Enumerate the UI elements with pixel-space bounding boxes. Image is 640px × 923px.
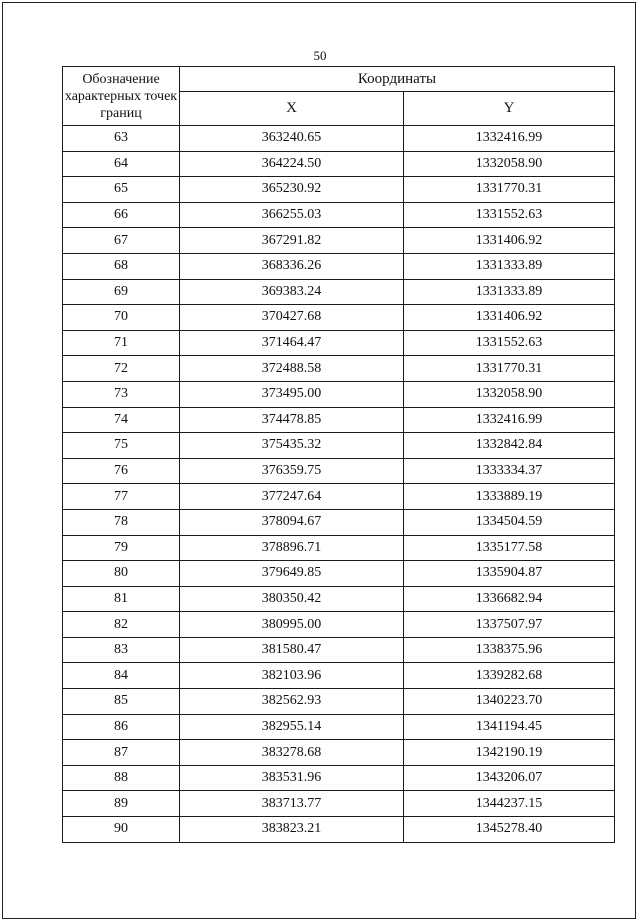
x-coordinate-cell: 382562.93 — [180, 689, 404, 715]
point-number-cell: 85 — [63, 689, 180, 715]
x-coordinate-cell: 383713.77 — [180, 791, 404, 817]
y-coordinate-cell: 1341194.45 — [404, 714, 615, 740]
table-row — [63, 561, 615, 587]
table-row — [63, 407, 615, 433]
designation-header: Обозначение характерных точек границ — [63, 67, 180, 126]
point-number-cell: 64 — [63, 151, 180, 177]
y-coordinate-cell: 1333889.19 — [404, 484, 615, 510]
table-row — [63, 279, 615, 305]
table-row — [63, 612, 615, 638]
point-number-cell: 68 — [63, 253, 180, 279]
x-coordinate-cell: 370427.68 — [180, 305, 404, 331]
table-row — [63, 765, 615, 791]
y-coordinate-cell: 1333334.37 — [404, 458, 615, 484]
y-coordinate-cell: 1331552.63 — [404, 330, 615, 356]
point-number-cell: 77 — [63, 484, 180, 510]
y-coordinate-cell: 1334504.59 — [404, 509, 615, 535]
point-number-cell: 83 — [63, 637, 180, 663]
y-coordinate-cell: 1332416.99 — [404, 407, 615, 433]
point-number-cell: 75 — [63, 433, 180, 459]
table-row — [63, 330, 615, 356]
y-coordinate-cell: 1335177.58 — [404, 535, 615, 561]
table-row — [63, 663, 615, 689]
y-coordinate-cell: 1336682.94 — [404, 586, 615, 612]
table-row — [63, 228, 615, 254]
y-coordinate-cell: 1332416.99 — [404, 126, 615, 152]
point-number-cell: 70 — [63, 305, 180, 331]
table-row — [63, 509, 615, 535]
x-coordinate-cell: 380995.00 — [180, 612, 404, 638]
table-body — [63, 126, 615, 843]
point-number-cell: 87 — [63, 740, 180, 766]
y-coordinate-cell: 1332058.90 — [404, 151, 615, 177]
y-coordinate-cell: 1337507.97 — [404, 612, 615, 638]
y-column-header: Y — [404, 92, 615, 126]
table-row — [63, 586, 615, 612]
table-row — [63, 253, 615, 279]
y-coordinate-cell: 1339282.68 — [404, 663, 615, 689]
x-column-header: X — [180, 92, 404, 126]
table-row — [63, 356, 615, 382]
table-row — [63, 458, 615, 484]
x-coordinate-cell: 364224.50 — [180, 151, 404, 177]
point-number-cell: 66 — [63, 202, 180, 228]
point-number-cell: 63 — [63, 126, 180, 152]
table-header — [63, 67, 615, 126]
table-row — [63, 714, 615, 740]
point-number-cell: 72 — [63, 356, 180, 382]
point-number-cell: 79 — [63, 535, 180, 561]
y-coordinate-cell: 1331552.63 — [404, 202, 615, 228]
x-coordinate-cell: 377247.64 — [180, 484, 404, 510]
x-coordinate-cell: 379649.85 — [180, 561, 404, 587]
y-coordinate-cell: 1331770.31 — [404, 356, 615, 382]
y-coordinate-cell: 1342190.19 — [404, 740, 615, 766]
x-coordinate-cell: 366255.03 — [180, 202, 404, 228]
x-coordinate-cell: 375435.32 — [180, 433, 404, 459]
x-coordinate-cell: 376359.75 — [180, 458, 404, 484]
y-coordinate-cell: 1331406.92 — [404, 228, 615, 254]
x-coordinate-cell: 374478.85 — [180, 407, 404, 433]
point-number-cell: 65 — [63, 177, 180, 203]
x-coordinate-cell: 367291.82 — [180, 228, 404, 254]
point-number-cell: 80 — [63, 561, 180, 587]
x-coordinate-cell: 383823.21 — [180, 817, 404, 843]
x-coordinate-cell: 371464.47 — [180, 330, 404, 356]
table-row — [63, 433, 615, 459]
table-row — [63, 126, 615, 152]
table-row — [63, 817, 615, 843]
x-coordinate-cell: 373495.00 — [180, 381, 404, 407]
point-number-cell: 88 — [63, 765, 180, 791]
table-row — [63, 535, 615, 561]
y-coordinate-cell: 1335904.87 — [404, 561, 615, 587]
y-coordinate-cell: 1331406.92 — [404, 305, 615, 331]
y-coordinate-cell: 1331333.89 — [404, 279, 615, 305]
point-number-cell: 81 — [63, 586, 180, 612]
point-number-cell: 74 — [63, 407, 180, 433]
table-row — [63, 689, 615, 715]
y-coordinate-cell: 1343206.07 — [404, 765, 615, 791]
point-number-cell: 71 — [63, 330, 180, 356]
x-coordinate-cell: 382955.14 — [180, 714, 404, 740]
y-coordinate-cell: 1338375.96 — [404, 637, 615, 663]
point-number-cell: 73 — [63, 381, 180, 407]
point-number-cell: 67 — [63, 228, 180, 254]
x-coordinate-cell: 369383.24 — [180, 279, 404, 305]
point-number-cell: 89 — [63, 791, 180, 817]
y-coordinate-cell: 1345278.40 — [404, 817, 615, 843]
point-number-cell: 82 — [63, 612, 180, 638]
page-number: 50 — [313, 48, 327, 63]
y-coordinate-cell: 1340223.70 — [404, 689, 615, 715]
x-coordinate-cell: 365230.92 — [180, 177, 404, 203]
point-number-cell: 76 — [63, 458, 180, 484]
x-coordinate-cell: 381580.47 — [180, 637, 404, 663]
table-row — [63, 740, 615, 766]
table-row — [63, 305, 615, 331]
y-coordinate-cell: 1331770.31 — [404, 177, 615, 203]
coordinates-header: Координаты — [180, 67, 615, 92]
point-number-cell: 84 — [63, 663, 180, 689]
point-number-cell: 86 — [63, 714, 180, 740]
table-row — [63, 177, 615, 203]
x-coordinate-cell: 378094.67 — [180, 509, 404, 535]
x-coordinate-cell: 372488.58 — [180, 356, 404, 382]
table-row — [63, 381, 615, 407]
x-coordinate-cell: 383278.68 — [180, 740, 404, 766]
x-coordinate-cell: 383531.96 — [180, 765, 404, 791]
y-coordinate-cell: 1344237.15 — [404, 791, 615, 817]
y-coordinate-cell: 1332058.90 — [404, 381, 615, 407]
coordinates-table — [62, 66, 615, 843]
y-coordinate-cell: 1331333.89 — [404, 253, 615, 279]
table-row — [63, 791, 615, 817]
point-number-cell: 78 — [63, 509, 180, 535]
point-number-cell: 90 — [63, 817, 180, 843]
table-row — [63, 151, 615, 177]
table-row — [63, 637, 615, 663]
x-coordinate-cell: 382103.96 — [180, 663, 404, 689]
x-coordinate-cell: 368336.26 — [180, 253, 404, 279]
x-coordinate-cell: 378896.71 — [180, 535, 404, 561]
y-coordinate-cell: 1332842.84 — [404, 433, 615, 459]
x-coordinate-cell: 380350.42 — [180, 586, 404, 612]
table-row — [63, 202, 615, 228]
point-number-cell: 69 — [63, 279, 180, 305]
table-row — [63, 484, 615, 510]
x-coordinate-cell: 363240.65 — [180, 126, 404, 152]
